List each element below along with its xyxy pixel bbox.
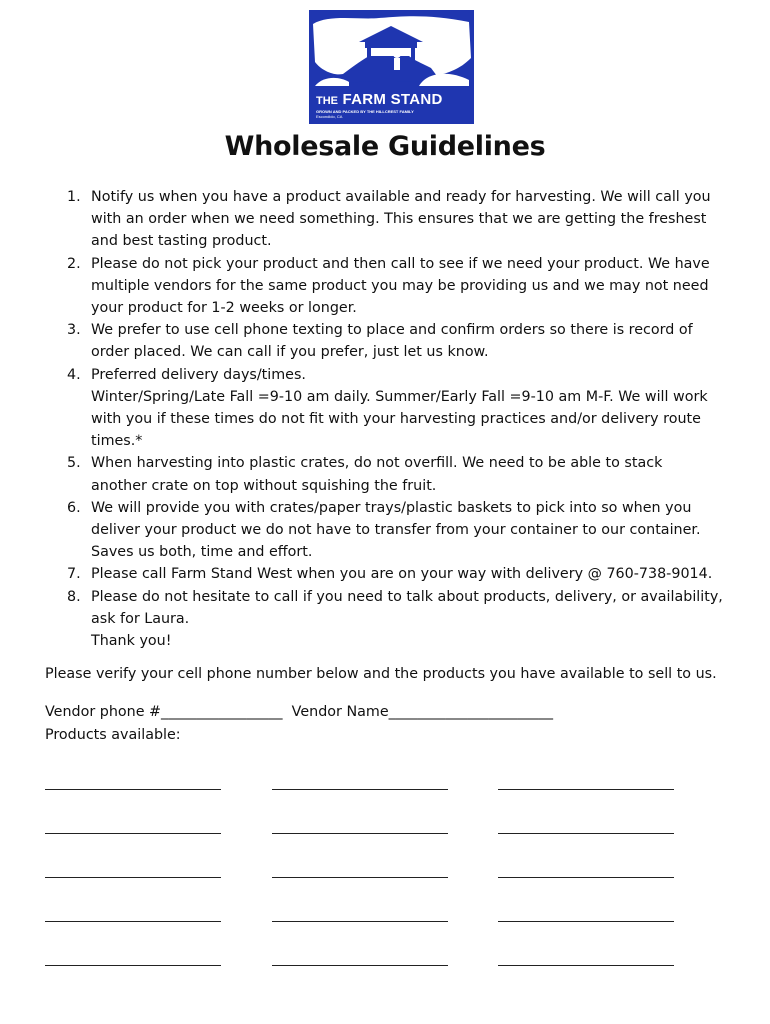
guideline-item (46, 452, 736, 496)
vendor-info-line (45, 704, 553, 720)
guideline-text-line: When harvesting into plastic crates, do not overfill. We need to be able to stack (91, 455, 663, 472)
guideline-text-line: Notify us when you have a product available and ready for harvesting. We will call you (91, 189, 711, 205)
product-entry-field[interactable] (45, 877, 221, 878)
guideline-text-line: Please call Farm Stand West when you are on your way with delivery @ 760-738-9014. (91, 566, 713, 583)
guideline-item (46, 253, 736, 320)
guideline-text-line: your product for 1-2 weeks or longer. (91, 300, 357, 317)
product-entry-field[interactable] (498, 789, 674, 790)
product-entry-field[interactable] (45, 789, 221, 790)
logo-tagline: GROWN AND PACKED BY THE HILLCREST FAMILY (316, 109, 414, 114)
guideline-text-line: Saves us both, time and effort. (91, 544, 313, 561)
guideline-item (46, 586, 736, 653)
guideline-number: 4. (67, 366, 81, 383)
product-entry-field[interactable] (272, 833, 448, 834)
guideline-text-line: We prefer to use cell phone texting to place and confirm orders so there is record of (91, 322, 693, 339)
guideline-text-line: ask for Laura. (91, 610, 190, 627)
product-entry-field[interactable] (498, 965, 674, 966)
guideline-text-line: order placed. We can call if you prefer, just let us know. (91, 344, 489, 361)
product-entry-field[interactable] (45, 965, 221, 966)
product-entry-field[interactable] (498, 877, 674, 878)
vendor-name-label: Vendor Name (291, 704, 389, 720)
product-entry-field[interactable] (498, 921, 674, 922)
guideline-text-line: times.* (91, 433, 143, 450)
vendor-name-field[interactable]: _______________________ (388, 704, 554, 720)
guideline-number: 7. (67, 566, 81, 583)
guideline-text-line: with an order when we need something. This ensures that we are getting the freshest (91, 211, 707, 228)
guideline-item (46, 186, 736, 253)
vendor-phone-label: Vendor phone # (45, 704, 162, 720)
guideline-text-line: Winter/Spring/Late Fall =9-10 am daily. Summer/Early Fall =9-10 am M-F. We will work (91, 388, 708, 405)
guideline-text-line: multiple vendors for the same product you may be providing us and we may not need (91, 277, 709, 294)
guideline-text-line: Thank you! (91, 633, 172, 650)
page-title: Wholesale Guidelines (224, 131, 546, 162)
guideline-number: 5. (67, 455, 81, 472)
guideline-item (46, 319, 736, 363)
product-entry-field[interactable] (45, 921, 221, 922)
guideline-text-line: and best tasting product. (91, 233, 272, 250)
guideline-item (46, 364, 736, 453)
guideline-number: 1. (67, 189, 81, 205)
product-entry-field[interactable] (272, 921, 448, 922)
guideline-item (46, 497, 736, 564)
guideline-text-line: with you if these times do not fit with your harvesting practices and/or delivery route (91, 411, 701, 428)
guideline-item (46, 563, 736, 585)
verify-instructions: Please verify your cell phone number below and the products you have available to sell to us. (45, 666, 717, 682)
logo-brand-name: FARM STAND (342, 91, 443, 108)
guideline-number: 2. (67, 255, 81, 272)
guideline-number: 6. (67, 499, 81, 516)
guidelines-list (46, 186, 736, 652)
product-entry-field[interactable] (45, 833, 221, 834)
product-entry-field[interactable] (272, 789, 448, 790)
guideline-text-line: Please do not pick your product and then call to see if we need your product. We have (91, 255, 710, 272)
product-entry-field[interactable] (272, 877, 448, 878)
product-entry-field[interactable] (498, 833, 674, 834)
logo-brand-the: THE (316, 95, 338, 107)
logo-location: Escondido, CA (316, 114, 343, 119)
guideline-number: 3. (67, 322, 81, 339)
vendor-phone-field[interactable]: _________________ (161, 704, 283, 720)
farm-stand-logo (309, 10, 474, 124)
guideline-text-line: Please do not hesitate to call if you need to talk about products, delivery, or availability, (91, 588, 723, 605)
guideline-text-line: another crate on top without squishing the fruit. (91, 477, 437, 494)
guideline-text-line: We will provide you with crates/paper trays/plastic baskets to pick into so when you (91, 499, 692, 516)
guideline-text-line: Preferred delivery days/times. (91, 366, 306, 383)
guideline-text-line: deliver your product we do not have to transfer from your container to our container. (91, 522, 701, 539)
product-entry-field[interactable] (272, 965, 448, 966)
products-available-label: Products available: (45, 727, 181, 743)
guideline-number: 8. (67, 588, 81, 605)
